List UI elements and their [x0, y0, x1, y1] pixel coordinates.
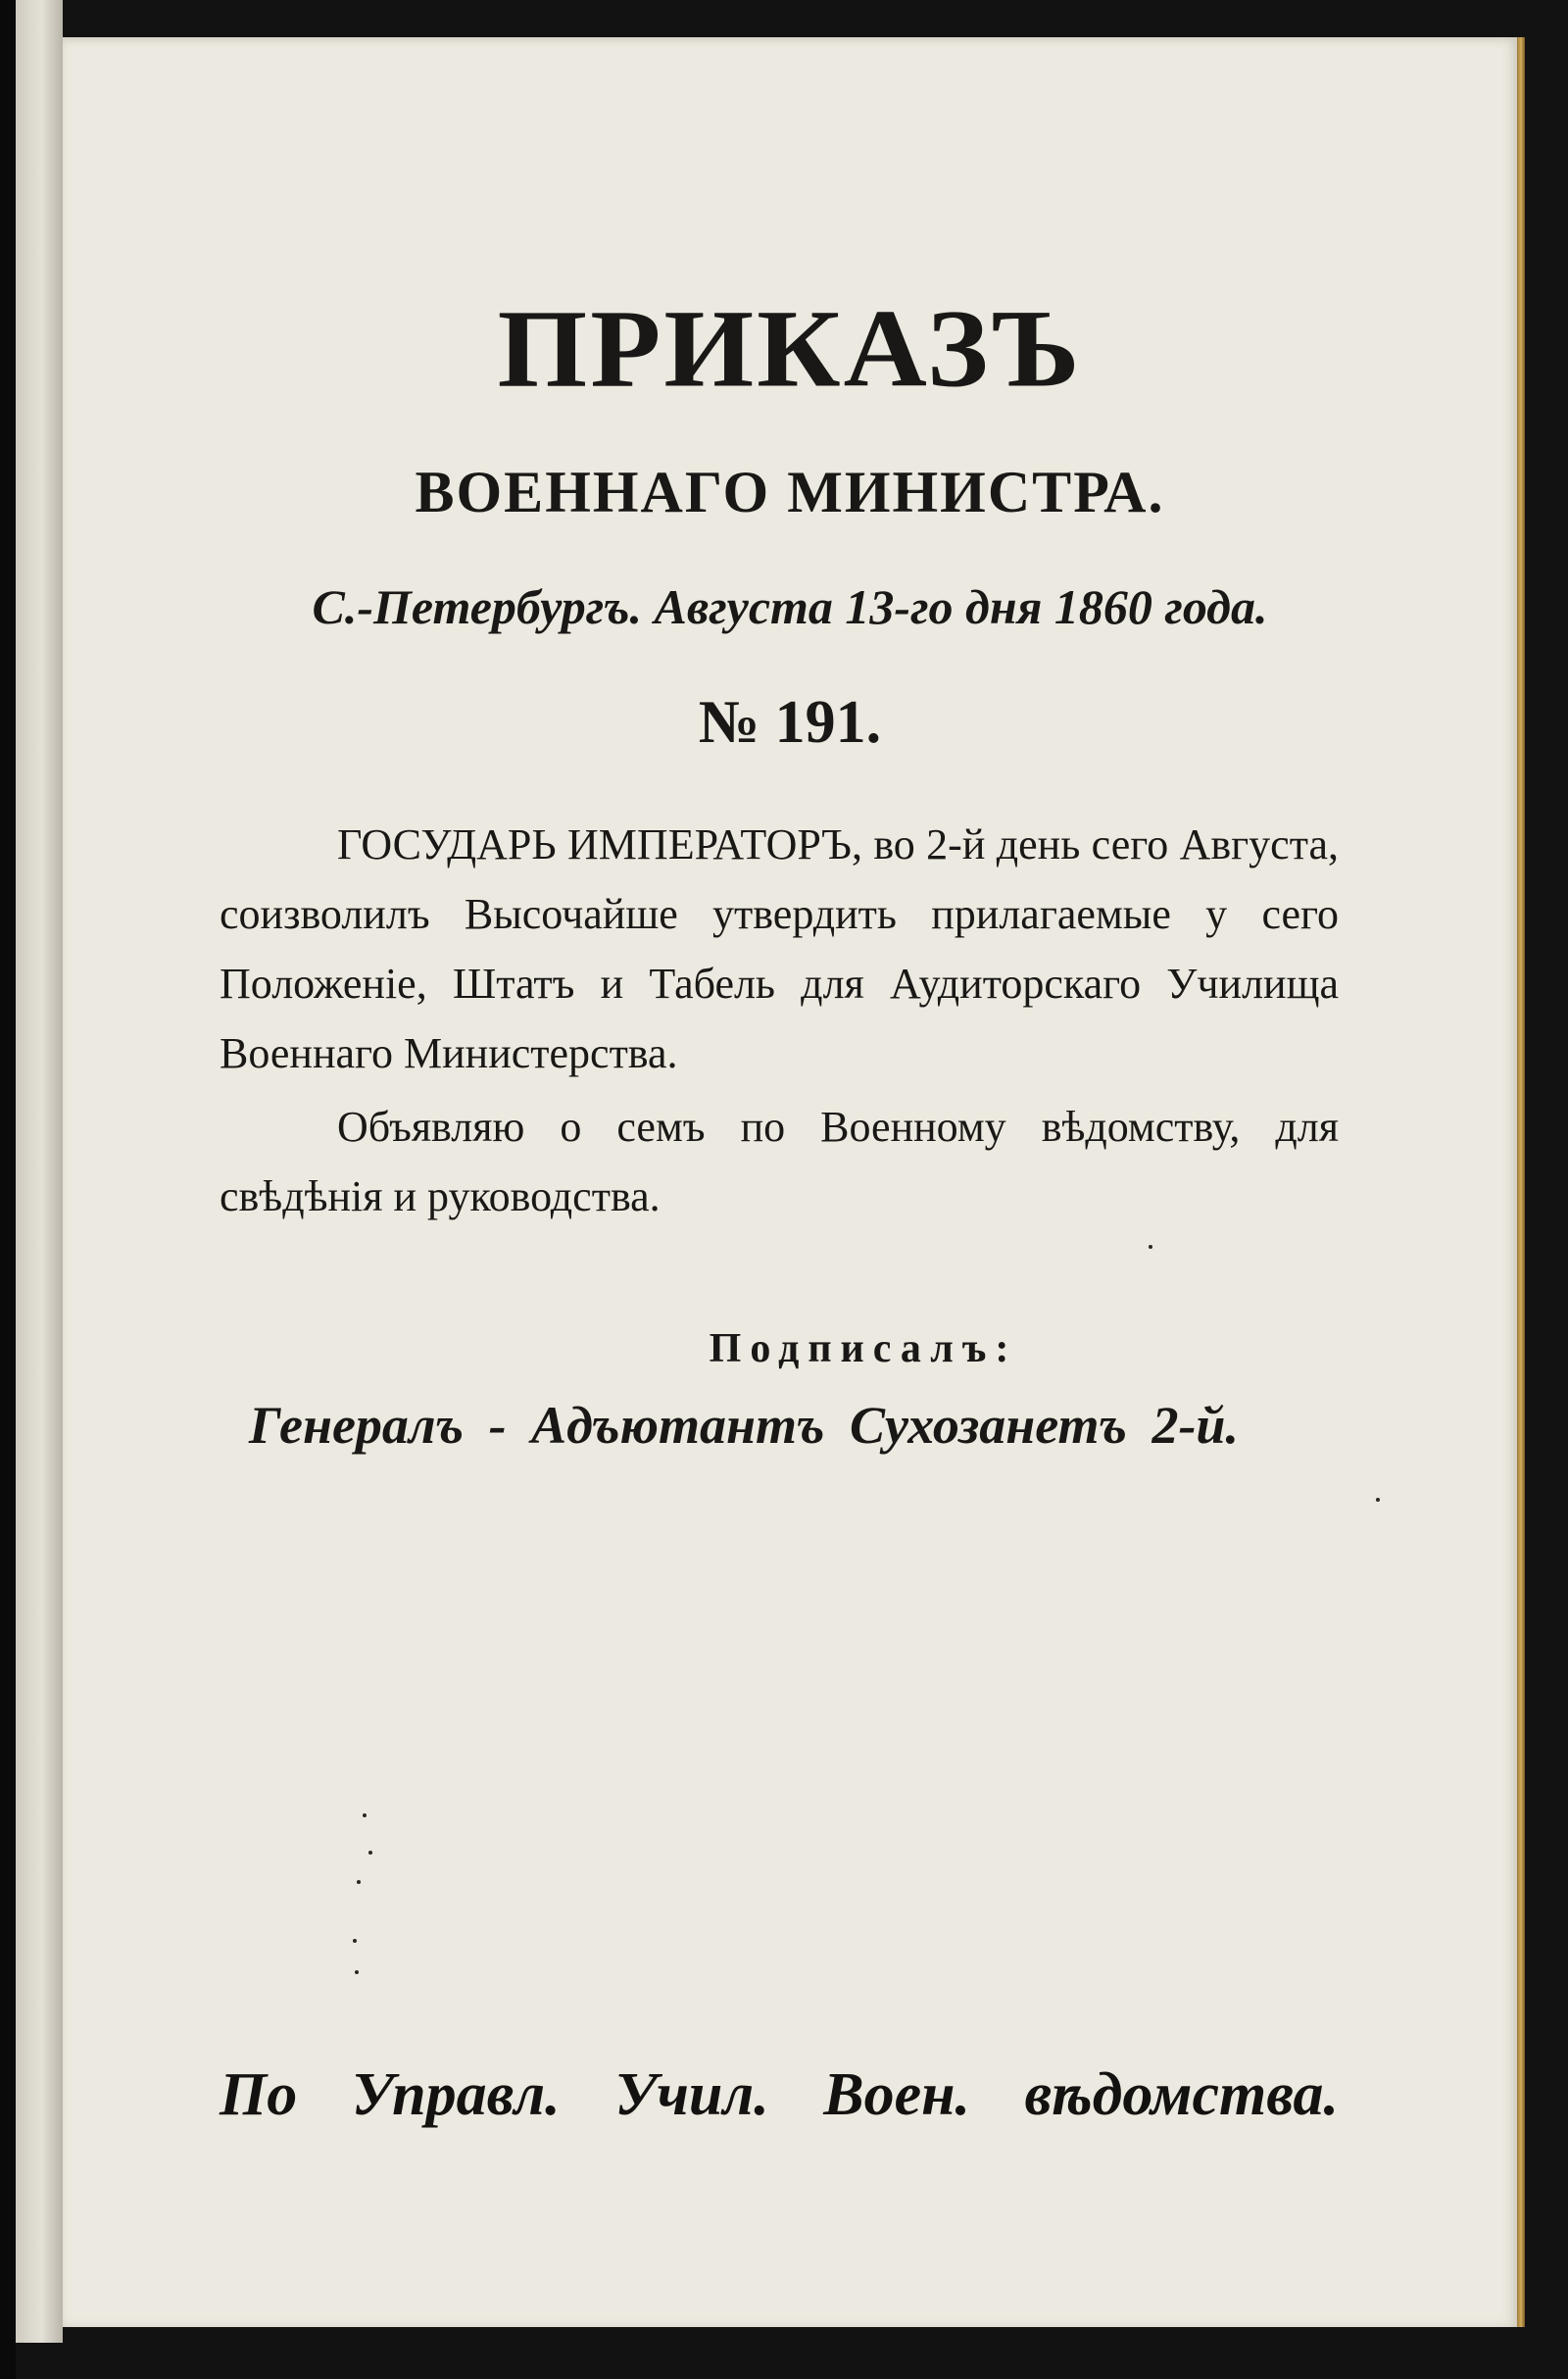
order-body	[220, 810, 1339, 1231]
paper-speck	[1149, 1245, 1152, 1249]
order-subtitle: ВОЕННАГО МИНИСТРА.	[415, 460, 1165, 524]
paper-speck	[363, 1813, 367, 1817]
book-spine	[0, 0, 16, 2379]
left-page-edge	[16, 0, 63, 2343]
document-page	[63, 37, 1517, 2327]
signature-line: Генералъ - Адъютантъ Сухозанетъ 2-й.	[249, 1396, 1239, 1455]
signed-label: Подписалъ:	[709, 1326, 1018, 1371]
paper-speck	[353, 1939, 357, 1943]
paper-speck	[1376, 1498, 1380, 1502]
footer-department: По Управл. Учил. Воен. вѣдомства.	[220, 2061, 1339, 2128]
paper-speck	[368, 1851, 372, 1855]
order-title: ПРИКАЗЪ	[497, 286, 1083, 411]
order-dateline: С.-Петербургъ. Августа 13-го дня 1860 года.	[312, 579, 1268, 634]
order-paragraph-1: ГОСУДАРЬ ИМПЕРАТОРЪ, во 2-й день сего Августа, соизволилъ Высочайше утвердить прилагаемые у сего Положеніе, Штатъ и Табель для Аудиторскаго Училища Военнаго Министерства.	[220, 820, 1339, 1077]
paper-speck	[355, 1970, 359, 1974]
order-number: № 191.	[698, 689, 882, 756]
order-paragraph-2: Объявляю о семъ по Военному вѣдомству, для свѣдѣнія и руководства.	[220, 1103, 1339, 1220]
paper-speck	[357, 1880, 361, 1884]
gilt-page-edge	[1517, 37, 1525, 2327]
